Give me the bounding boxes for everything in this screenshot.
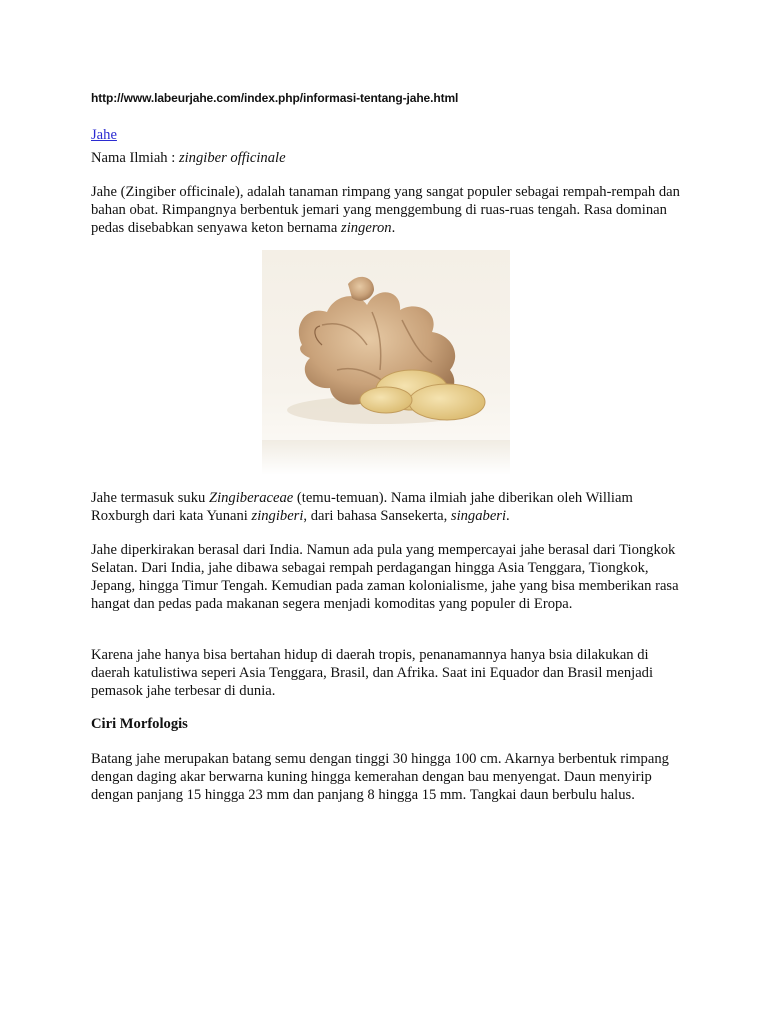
source-url: http://www.labeurjahe.com/index.php/informasi-tentang-jahe.html <box>91 91 459 105</box>
paragraph-family: Jahe termasuk suku Zingiberaceae (temu-temuan). Nama ilmiah jahe diberikan oleh William Roxburgh dari kata Yunani zingiberi, dari bahasa Sansekerta, singaberi. <box>91 490 633 524</box>
zingeron-term: zingeron <box>341 220 392 236</box>
title-block <box>91 126 691 144</box>
scientific-name-line <box>91 149 691 167</box>
ginger-root-icon <box>262 250 510 475</box>
paragraph-morphology: Batang jahe merupakan batang semu dengan tinggi 30 hingga 100 cm. Akarnya berbentuk rimpang dengan daging akar berwarna kuning hingga kemerahan dengan bau menyengat. Daun menyirip dengan panjang 15 hingga 23 mm dan panjang 8 hingga 15 mm. Tangkai daun berbulu halus. <box>91 751 669 803</box>
paragraph-origin: Jahe diperkirakan berasal dari India. Namun ada pula yang mempercayai jahe berasal dari Tiongkok Selatan. Dari India, jahe dibawa sebagai rempah perdagangan hingga Asia Tenggara, Tiongkok, Jepang, hingga Timur Tengah. Kemudian pada zaman kolonialisme, jahe yang bisa memberikan rasa hangat dan pedas pada makanan segera menjadi komoditas yang populer di Eropa. <box>91 542 679 612</box>
jahe-title-link[interactable]: Jahe <box>91 127 117 143</box>
scientific-label: Nama Ilmiah : <box>91 150 179 166</box>
paragraph-intro <box>91 183 691 237</box>
paragraph-intro-text: Jahe (Zingiber officinale), adalah tanaman rimpang yang sangat populer sebagai rempah-rempah dan bahan obat. Rimpangnya berbentuk jemari yang menggembung di ruas-ruas tengah. Rasa dominan pedas disebabkan senyawa keton bernama <box>91 184 680 236</box>
paragraph-intro-end: . <box>391 220 396 236</box>
scientific-name: zingiber officinale <box>178 150 286 166</box>
zingiberaceae-term: Zingiberaceae <box>208 490 294 506</box>
singaberi-term: singaberi <box>450 508 507 524</box>
heading-ciri-morfologis: Ciri Morfologis <box>91 716 188 732</box>
zingiberi-term: zingiberi <box>251 508 304 524</box>
paragraph-tropics: Karena jahe hanya bisa bertahan hidup di daerah tropis, penanamannya hanya bsia dilakukan di daerah katulistiwa seperi Asia Tenggara, Brasil, dan Afrika. Saat ini Equador dan Brasil menjadi pemasok jahe terbesar di dunia. <box>91 647 654 699</box>
ginger-photo <box>262 250 510 475</box>
